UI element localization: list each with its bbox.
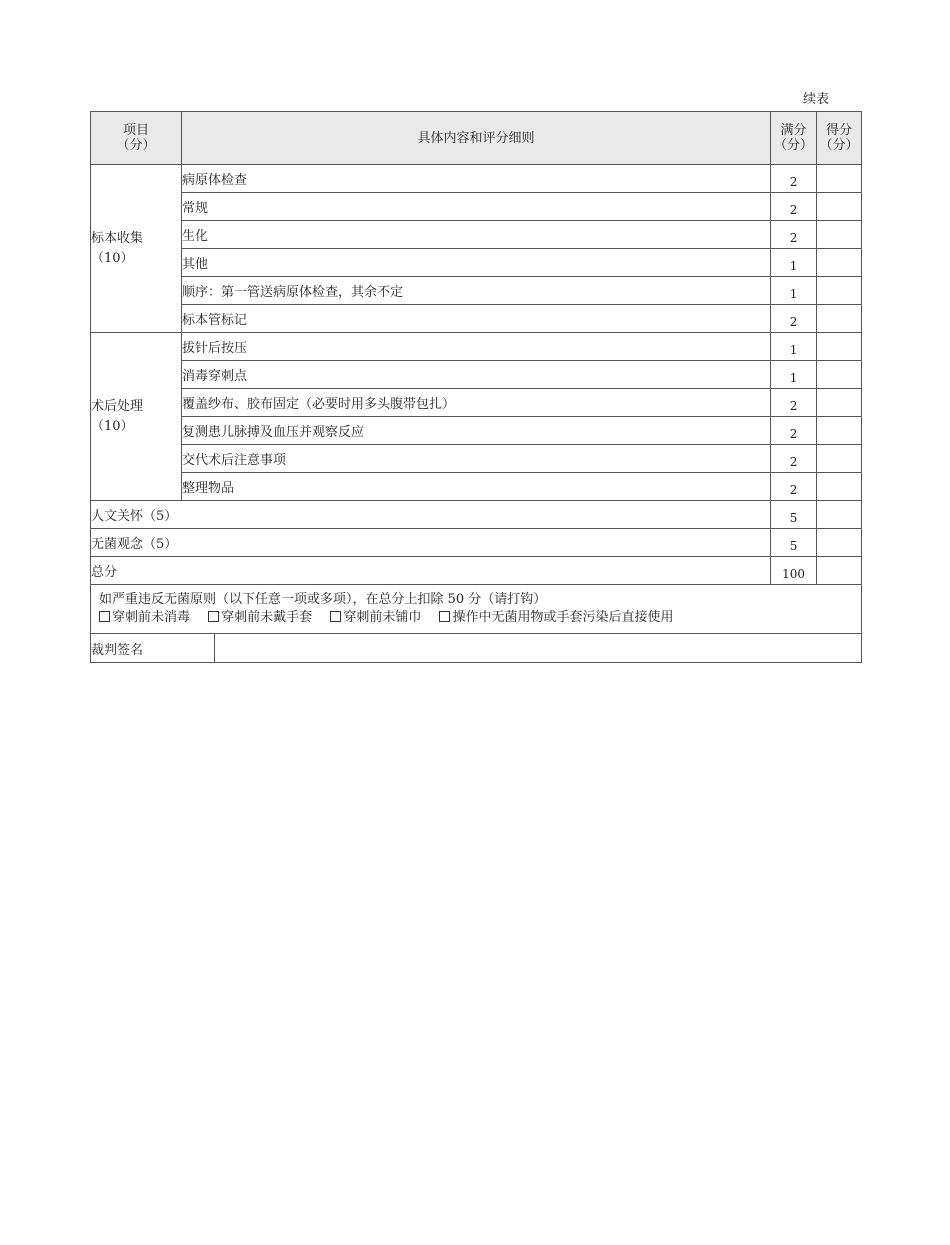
table-row — [91, 473, 862, 501]
full-score-cell: 1 — [771, 333, 817, 361]
header-full-score: 满分 （分） — [771, 112, 817, 165]
full-score-cell: 5 — [771, 501, 817, 529]
header-score: 得分 （分） — [817, 112, 862, 165]
item-text: 常规 — [182, 193, 771, 221]
continued-label: 续表 — [803, 92, 830, 107]
score-input-cell[interactable] — [817, 389, 862, 417]
full-score-cell: 100 — [771, 557, 817, 585]
full-score-cell: 2 — [771, 221, 817, 249]
table-header-row — [91, 112, 862, 165]
header-content: 具体内容和评分细则 — [182, 112, 771, 165]
humanistic-care-row — [91, 501, 862, 529]
check-item[interactable]: 穿刺前未消毒 — [99, 610, 190, 625]
checkbox-icon[interactable] — [439, 611, 450, 622]
score-input-cell[interactable] — [817, 277, 862, 305]
table-row — [91, 445, 862, 473]
summary-label: 总分 — [91, 557, 771, 585]
item-text: 交代术后注意事项 — [182, 445, 771, 473]
table-row — [91, 249, 862, 277]
item-text: 顺序：第一管送病原体检查，其余不定 — [182, 277, 771, 305]
item-text: 其他 — [182, 249, 771, 277]
score-input-cell[interactable] — [817, 529, 862, 557]
category-specimen-collection: 标本收集 （10） — [91, 165, 182, 333]
item-text: 标本管标记 — [182, 305, 771, 333]
checkbox-icon[interactable] — [208, 611, 219, 622]
violation-rule-text: 如严重违反无菌原则（以下任意一项或多项），在总分上扣除 50 分（请打钩） — [99, 592, 547, 607]
item-text: 病原体检查 — [182, 165, 771, 193]
aseptic-violation-row — [91, 585, 862, 634]
table-row — [91, 417, 862, 445]
full-score-cell: 2 — [771, 417, 817, 445]
check-item[interactable]: 穿刺前未戴手套 — [208, 610, 312, 625]
full-score-cell: 2 — [771, 389, 817, 417]
full-score-cell: 2 — [771, 165, 817, 193]
score-input-cell[interactable] — [817, 221, 862, 249]
table-row — [91, 389, 862, 417]
full-score-cell: 2 — [771, 473, 817, 501]
score-input-cell[interactable] — [817, 473, 862, 501]
summary-label: 无菌观念（5） — [91, 529, 771, 557]
table-row — [91, 305, 862, 333]
score-input-cell[interactable] — [817, 417, 862, 445]
table-row — [91, 333, 862, 361]
score-input-cell[interactable] — [817, 305, 862, 333]
full-score-cell: 5 — [771, 529, 817, 557]
table-row — [91, 361, 862, 389]
item-text: 消毒穿刺点 — [182, 361, 771, 389]
item-text: 覆盖纱布、胶布固定（必要时用多头腹带包扎） — [182, 389, 771, 417]
item-text: 整理物品 — [182, 473, 771, 501]
full-score-cell: 2 — [771, 305, 817, 333]
item-text: 复测患儿脉搏及血压并观察反应 — [182, 417, 771, 445]
score-input-cell[interactable] — [817, 445, 862, 473]
score-input-cell[interactable] — [817, 165, 862, 193]
score-input-cell[interactable] — [817, 361, 862, 389]
table-row — [91, 277, 862, 305]
full-score-cell: 1 — [771, 277, 817, 305]
score-input-cell[interactable] — [817, 193, 862, 221]
signature-field[interactable] — [215, 634, 862, 663]
full-score-cell: 1 — [771, 249, 817, 277]
scoring-table — [90, 111, 862, 663]
table-row — [91, 165, 862, 193]
full-score-cell: 2 — [771, 193, 817, 221]
item-text: 生化 — [182, 221, 771, 249]
score-input-cell[interactable] — [817, 333, 862, 361]
table-row — [91, 221, 862, 249]
total-row — [91, 557, 862, 585]
check-item[interactable]: 操作中无菌用物或手套污染后直接使用 — [439, 610, 673, 625]
check-item[interactable]: 穿刺前未铺巾 — [330, 610, 421, 625]
aseptic-concept-row — [91, 529, 862, 557]
signature-label: 裁判签名 — [91, 634, 215, 663]
score-input-cell[interactable] — [817, 249, 862, 277]
header-item: 项目 （分） — [91, 112, 182, 165]
checkbox-icon[interactable] — [330, 611, 341, 622]
item-text: 拔针后按压 — [182, 333, 771, 361]
summary-label: 人文关怀（5） — [91, 501, 771, 529]
signature-row — [91, 634, 862, 663]
full-score-cell: 1 — [771, 361, 817, 389]
score-input-cell[interactable] — [817, 557, 862, 585]
full-score-cell: 2 — [771, 445, 817, 473]
aseptic-violation-cell — [91, 585, 862, 634]
table-row — [91, 193, 862, 221]
score-input-cell[interactable] — [817, 501, 862, 529]
category-post-procedure: 术后处理 （10） — [91, 333, 182, 501]
violation-checklist — [99, 609, 861, 627]
checkbox-icon[interactable] — [99, 611, 110, 622]
